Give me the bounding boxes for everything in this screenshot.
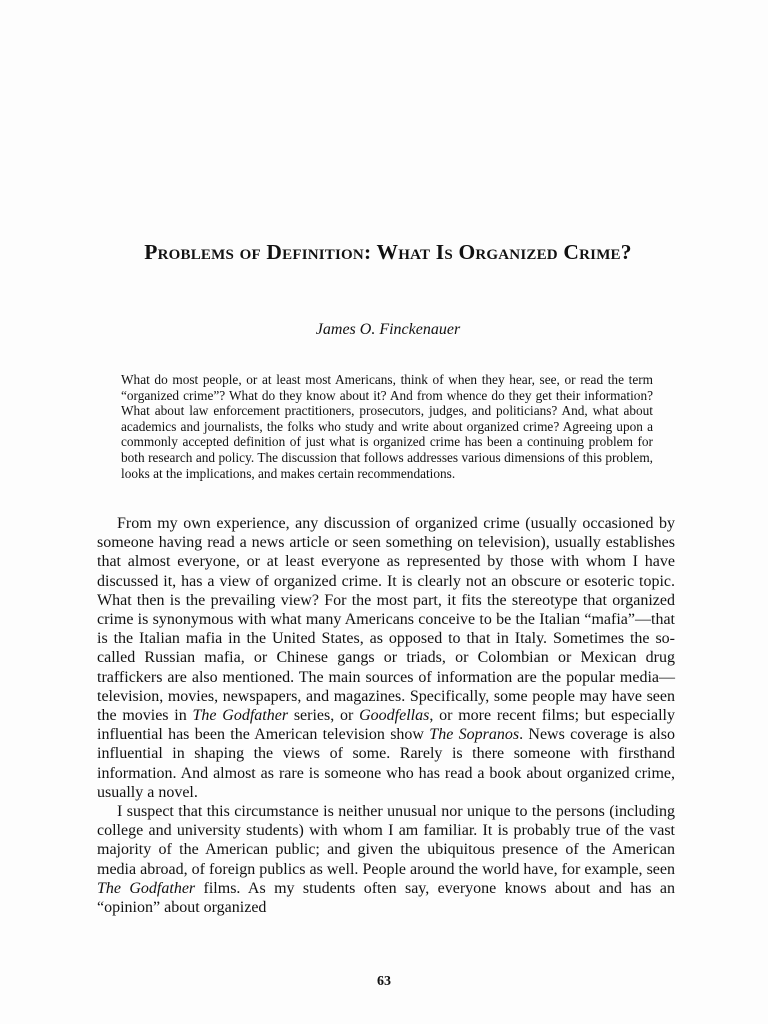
film-title-godfather-2: The Godfather xyxy=(97,879,196,897)
paragraph-2-text-a: I suspect that this circumstance is neither unusual nor unique to the persons (including college and university students) with whom I am familiar. It is probably true of the vast majority of the American public; and given the ubiquitous presence of the American media abroad, of foreign publics as well. People around the world have, for example, seen xyxy=(97,803,675,878)
show-title-sopranos: The Sopranos xyxy=(429,726,520,744)
body-text xyxy=(97,514,675,917)
author-name: James O. Finckenauer xyxy=(315,321,461,338)
paragraph-1-text-c: , or more recent films; but especially influential has been the American television show xyxy=(97,707,675,744)
paragraph-1-text-a: From my own experience, any discussion of organized crime (usually occasioned by someone having read a news article or seen something on television), usually establishes that almost everyone, or at least everyone as represented by those with whom I have discussed it, has a view of organized crime. It is clearly not an obscure or esoteric topic. What then is the prevailing view? For the most part, it fits the stereotype that organized crime is synonymous with what many Americans conceive to be the Italian “mafia”—that is the Italian mafia in the United States, as opposed to that in Italy. Sometimes the so-called Russian mafia, or Chinese gangs or triads, or Colombian or Mexican drug traffickers are also mentioned. The main sources of information are the popular media—television, movies, newspapers, and magazines. Specifically, some people may have seen the movies in xyxy=(97,515,675,725)
paragraph-2 xyxy=(97,802,675,917)
abstract: What do most people, or at least most Americans, think of when they hear, see, or read the term “organized crime”? What do they know about it? And from whence do they get their information? What about law enforcement practitioners, prosecutors, judges, and politicians? And, what about academics and journalists, the folks who study and write about organized crime? Agreeing upon a commonly accepted definition of just what is organized crime has been a continuing problem for both research and policy. The discussion that follows addresses various dimensions of this problem, looks at the implications, and makes certain recommendations. xyxy=(121,372,653,481)
paragraph-1-text-d: . News coverage is also influential in shaping the views of some. Rarely is there someone with firsthand information. And almost as rare is someone who has read a book about organized crime, usually a novel. xyxy=(97,726,675,801)
page-number: 63 xyxy=(377,974,391,989)
chapter-title: Problems of Definition: What Is Organized Crime? xyxy=(144,240,632,264)
film-title-goodfellas: Goodfellas xyxy=(359,707,430,725)
paragraph-1-text-b: series, or xyxy=(288,707,360,725)
paragraph-1 xyxy=(97,514,675,802)
film-title-godfather: The Godfather xyxy=(192,707,289,725)
paragraph-2-text-b: films. As my students often say, everyone knows about and has an “opinion” about organized xyxy=(97,879,675,917)
